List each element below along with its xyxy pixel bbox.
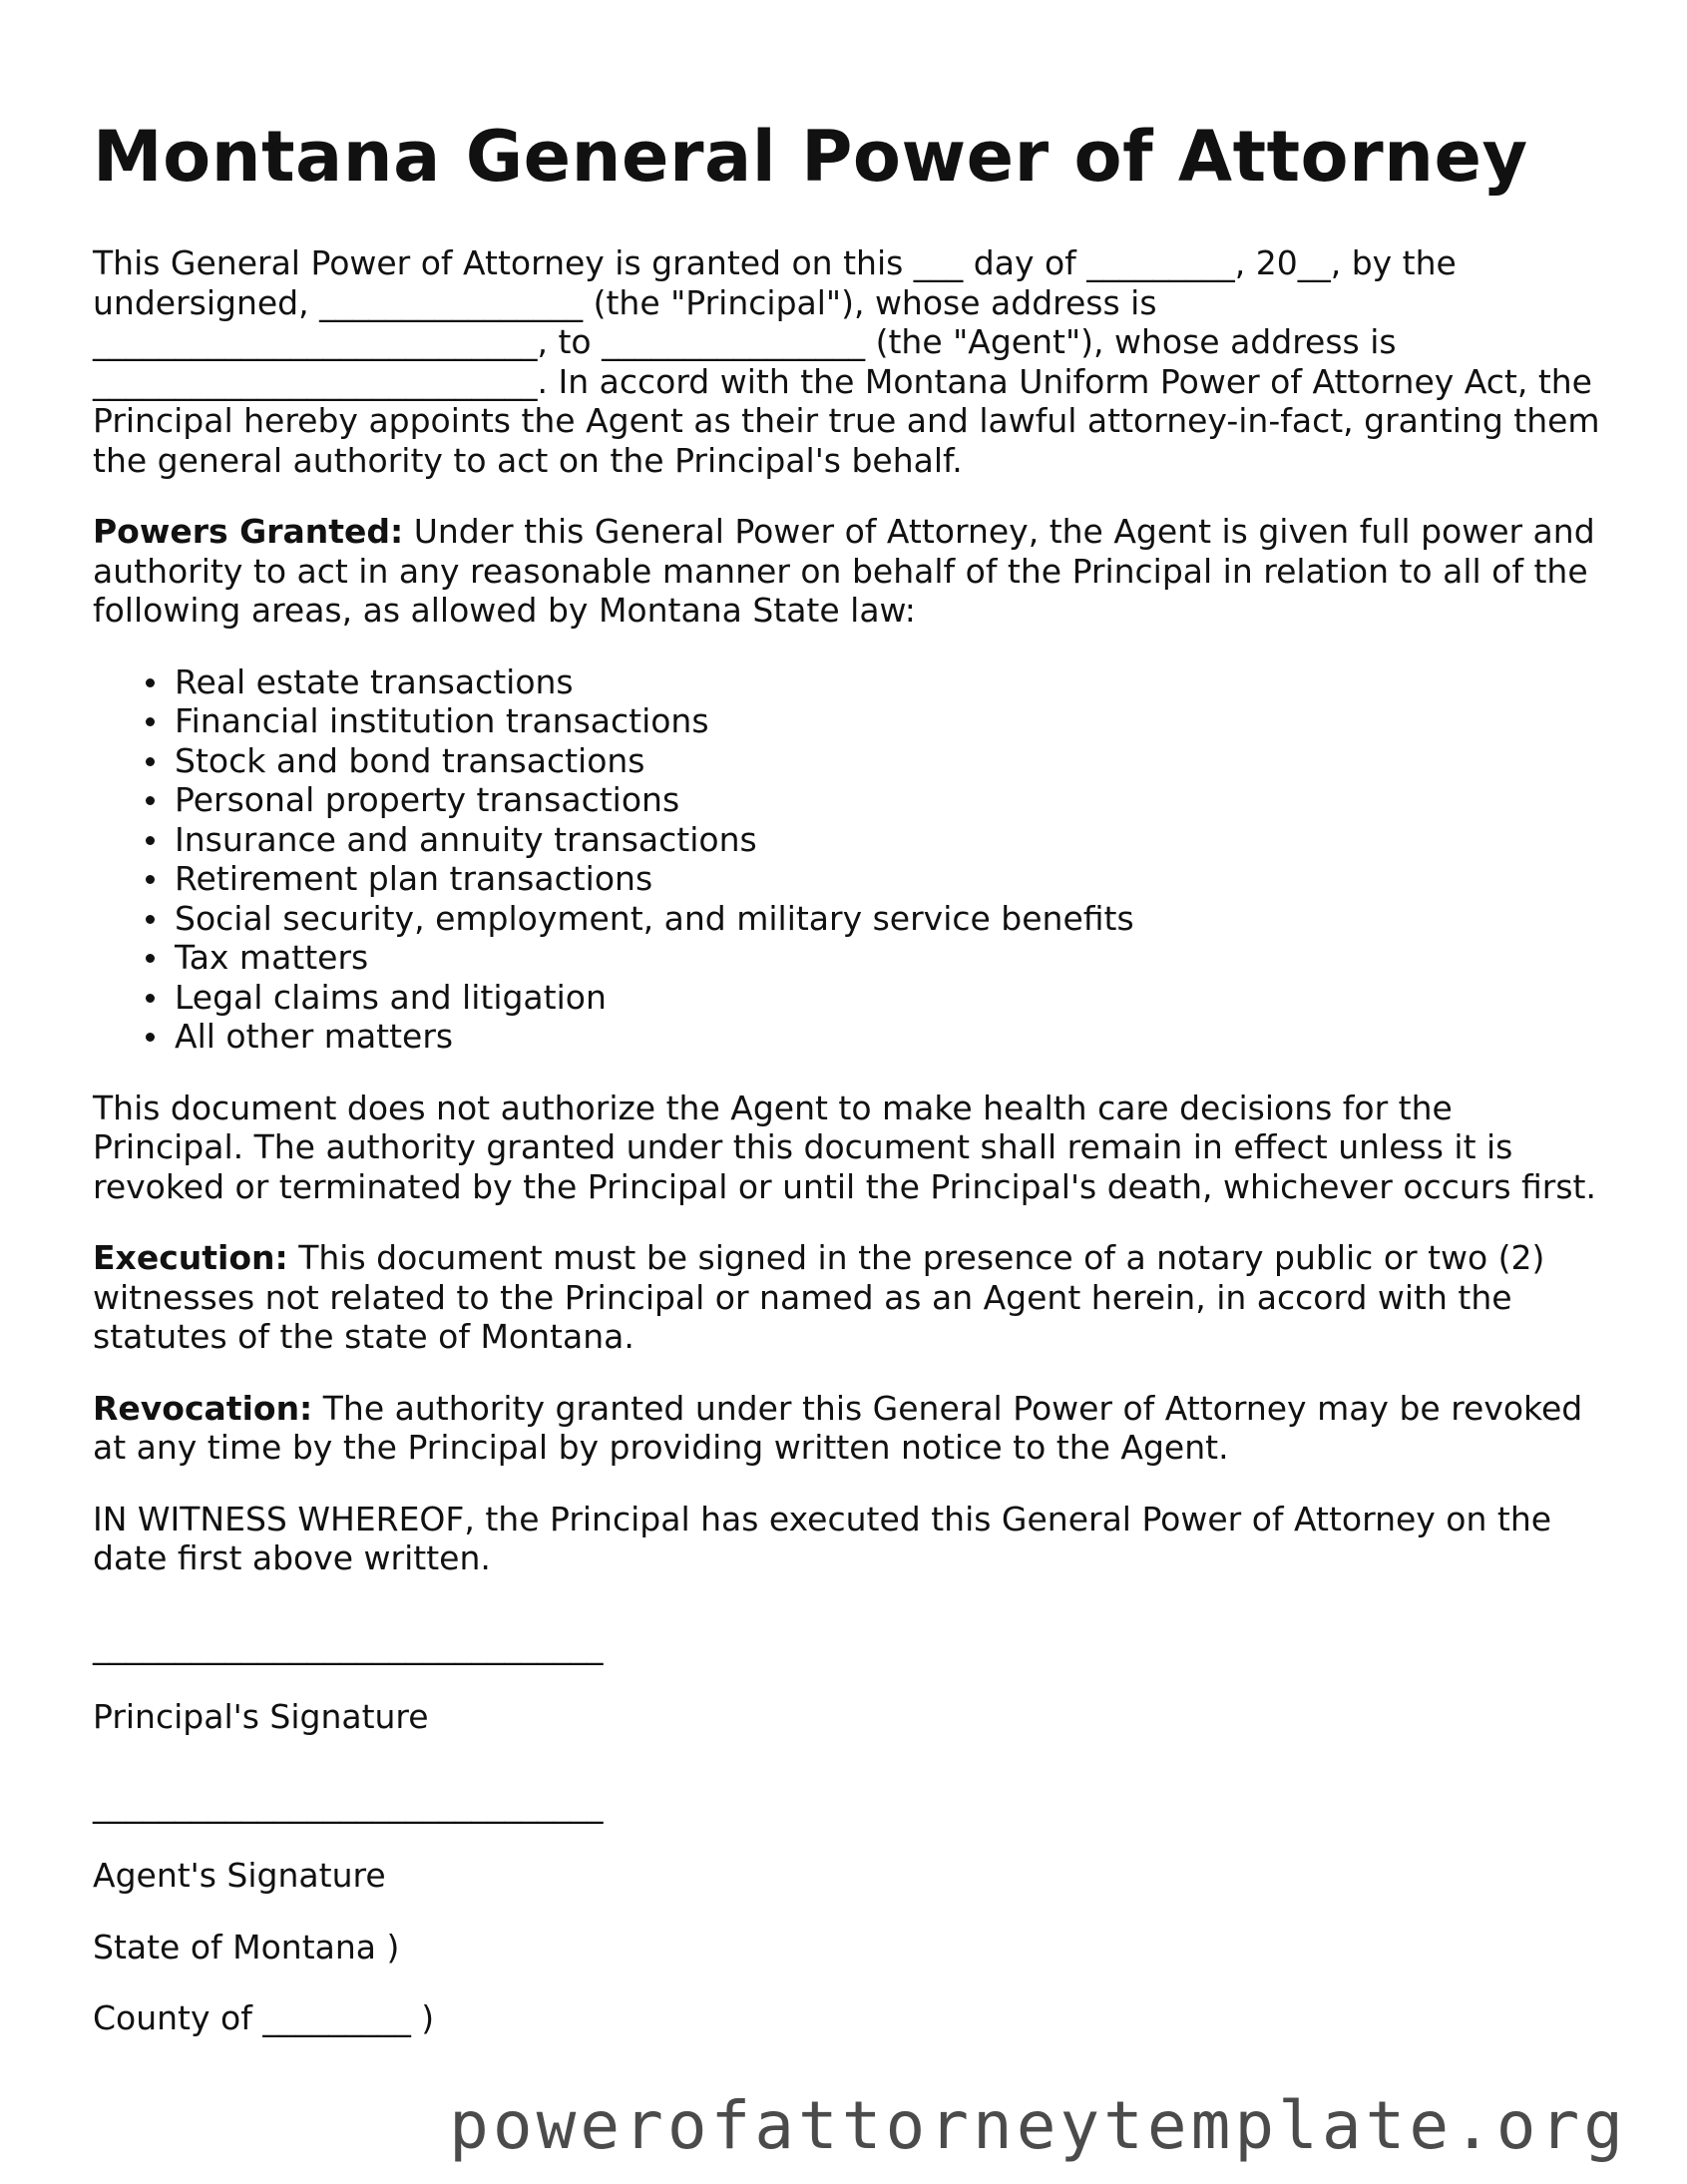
list-item: Stock and bond transactions: [175, 741, 1609, 781]
list-item: Legal claims and litigation: [175, 978, 1609, 1018]
list-item: Social security, employment, and military service benefits: [175, 899, 1609, 939]
list-item: Tax matters: [175, 938, 1609, 978]
list-item: Real estate transactions: [175, 662, 1609, 702]
watermark: powerofattorneytemplate.org: [449, 2087, 1627, 2164]
agent-signature-caption: Agent's Signature: [93, 1856, 386, 1895]
list-item: All other matters: [175, 1017, 1609, 1057]
principal-signature-line[interactable]: _______________________________: [93, 1625, 604, 1665]
county-line: County of _________ ): [93, 1998, 435, 2037]
revocation-paragraph: [93, 1389, 1609, 1468]
list-item: Financial institution transactions: [175, 701, 1609, 741]
powers-granted-text: Under this General Power of Attorney, the Agent is given full power and authority to act in any reasonable manner on behalf of the Principal in relation to all of the following areas, as allowed by Montana State law:: [93, 512, 1595, 630]
list-item: Insurance and annuity transactions: [175, 820, 1609, 860]
agent-signature-line[interactable]: _______________________________: [93, 1784, 604, 1824]
execution-text: This document must be signed in the presence of a notary public or two (2) witnesses not related to the Principal or named as an Agent herein, in accord with the statutes of the state of Montana.: [93, 1238, 1545, 1356]
list-item: Personal property transactions: [175, 780, 1609, 820]
witness-paragraph: IN WITNESS WHEREOF, the Principal has executed this General Power of Attorney on the date first above written.: [93, 1499, 1552, 1577]
document-page: [93, 112, 1609, 2070]
list-item: Retirement plan transactions: [175, 859, 1609, 899]
execution-paragraph: [93, 1238, 1609, 1357]
principal-signature-caption: Principal's Signature: [93, 1697, 429, 1736]
intro-paragraph: This General Power of Attorney is granted on this ___ day of _________, 20__, by the undersigned, ________________ (the "Principal"), whose address is ___________________________, to ________________ (the "Agent"), whose address is ___________________________. In accord with the Montana Uniform Power of Attorney Act, the Principal hereby appoints the Agent as their true and lawful attorney-in-fact, granting them the general authority to act on the Principal's behalf.: [93, 243, 1600, 480]
state-line: State of Montana ): [93, 1927, 400, 1966]
execution-label: Execution:: [93, 1238, 288, 1277]
document-title: Montana General Power of Attorney: [93, 116, 1528, 198]
powers-granted-paragraph: [93, 512, 1609, 631]
powers-list: [93, 662, 1609, 1057]
powers-granted-label: Powers Granted:: [93, 512, 404, 551]
revocation-label: Revocation:: [93, 1388, 313, 1428]
revocation-text: The authority granted under this General Power of Attorney may be revoked at any time by the Principal by providing written notice to the Agent.: [93, 1388, 1583, 1467]
health-care-paragraph: This document does not authorize the Agent to make health care decisions for the Principal. The authority granted under this document shall remain in effect unless it is revoked or terminated by the Principal or until the Principal's death, whichever occurs first.: [93, 1088, 1596, 1206]
